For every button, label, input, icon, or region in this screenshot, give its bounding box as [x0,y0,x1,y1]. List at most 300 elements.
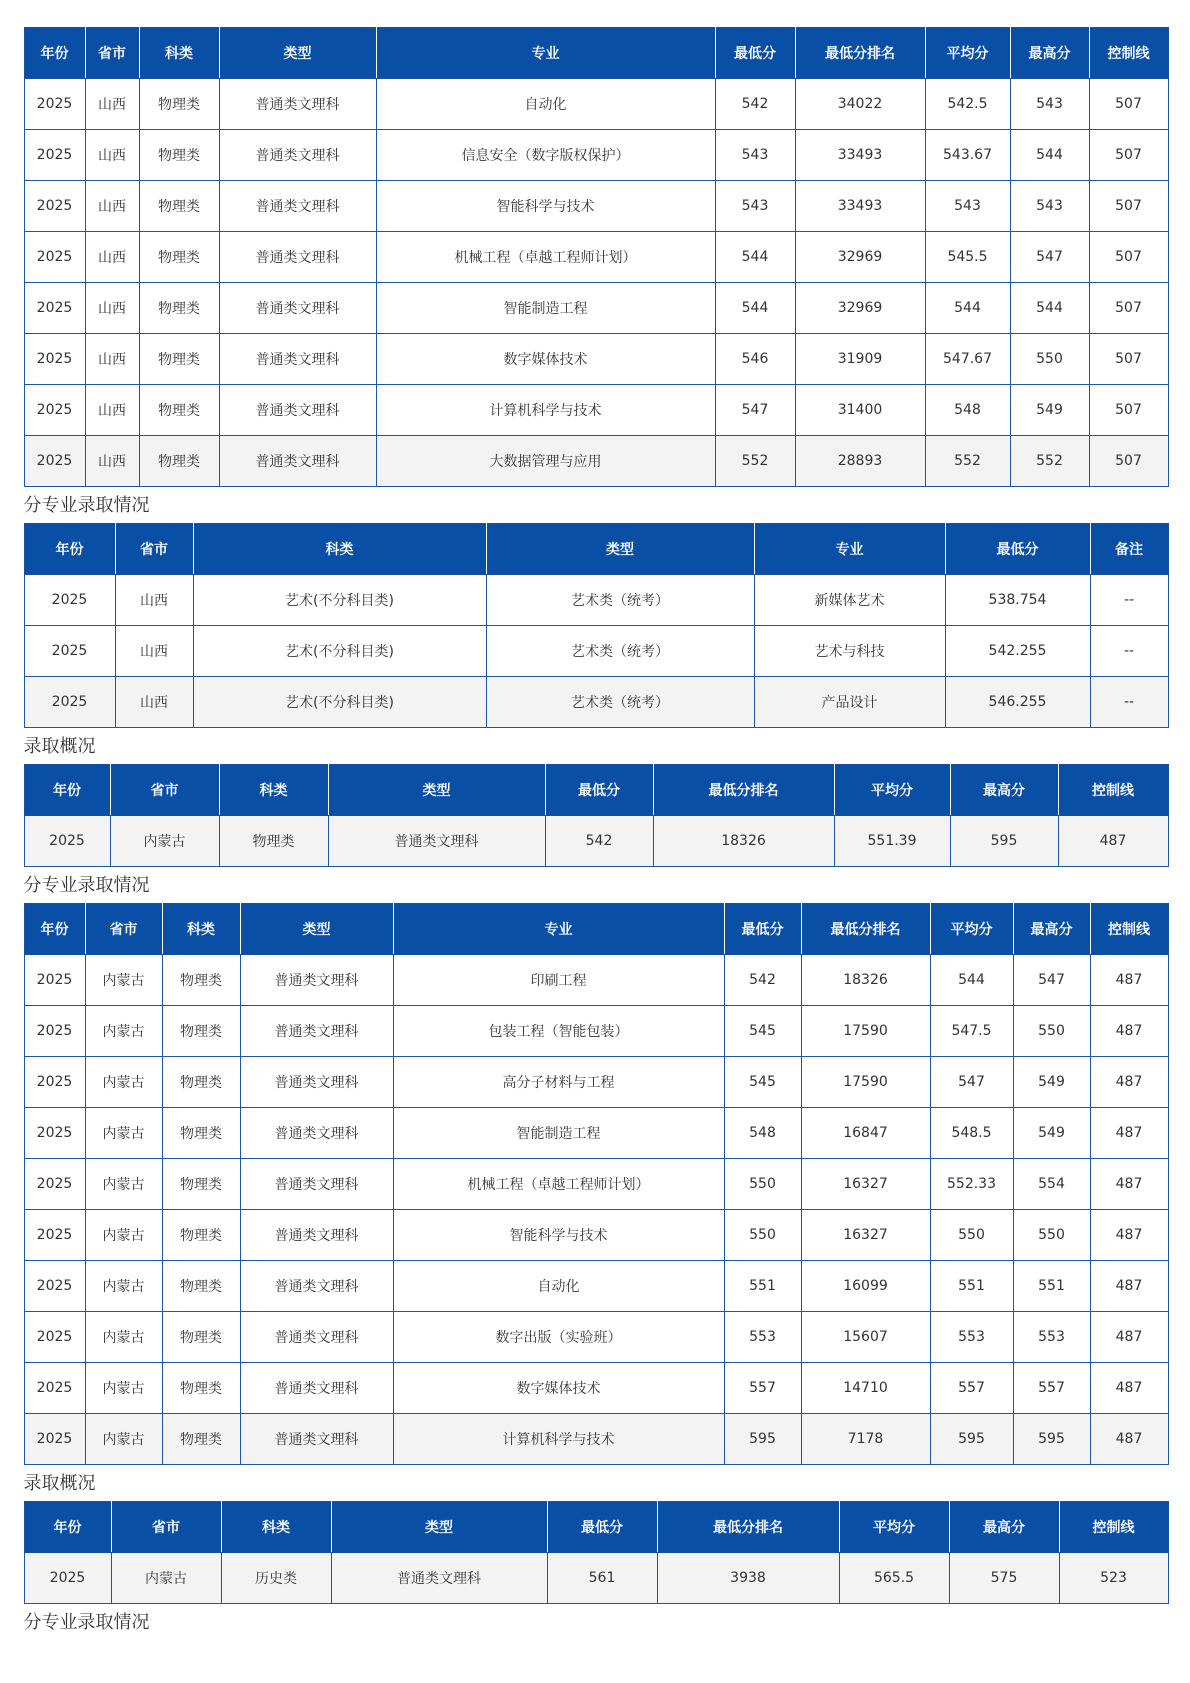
table-row [24,232,1168,283]
table-cell: 545 [724,1057,801,1108]
table-cell: 32969 [795,283,925,334]
table-cell: 557 [1013,1363,1090,1414]
column-header: 最低分排名 [801,904,930,955]
table-cell: 数字媒体技术 [376,334,715,385]
table-cell: 山西 [85,181,139,232]
column-header: 最低分 [545,765,653,816]
table-cell: 18326 [653,816,834,867]
table-cell: 575 [949,1553,1059,1604]
table-cell: 32969 [795,232,925,283]
table-cell: 印刷工程 [393,955,724,1006]
table-cell: 物理类 [162,1210,240,1261]
table-cell: 487 [1090,1006,1168,1057]
table-row [24,181,1168,232]
table-cell: 普通类文理科 [240,1108,393,1159]
table-cell: 普通类文理科 [219,334,376,385]
table-cell: 物理类 [162,1057,240,1108]
table-cell: 2025 [24,1108,85,1159]
section-title: 分专业录取情况 [23,495,150,516]
table-cell: 智能科学与技术 [376,181,715,232]
table-cell: 山西 [85,79,139,130]
table-cell: 2025 [24,334,85,385]
table-cell: 物理类 [139,283,219,334]
table-cell: 549 [1013,1057,1090,1108]
table-cell: 物理类 [139,385,219,436]
column-header: 最低分排名 [653,765,834,816]
table-cell: 艺术(不分科目类) [193,575,486,626]
table-cell: 智能制造工程 [393,1108,724,1159]
table-cell: 553 [1013,1312,1090,1363]
column-header: 省市 [85,904,162,955]
table-cell: 2025 [24,1553,111,1604]
table-cell: 2025 [24,1210,85,1261]
table-cell: 2025 [24,626,115,677]
table-cell: 2025 [24,79,85,130]
table-cell: 山西 [85,130,139,181]
table-row [24,1006,1168,1057]
table-cell: 物理类 [162,1363,240,1414]
table-cell: 普通类文理科 [219,385,376,436]
table-cell: 17590 [801,1057,930,1108]
table-cell: 523 [1059,1553,1168,1604]
table-cell: 550 [1013,1006,1090,1057]
table-cell: 智能制造工程 [376,283,715,334]
column-header: 专业 [754,524,945,575]
table-cell: 2025 [24,955,85,1006]
table-row [24,1553,1168,1604]
table-row [24,1057,1168,1108]
column-header: 年份 [24,524,115,575]
table-cell: 33493 [795,181,925,232]
table-cell: 549 [1010,385,1089,436]
table-cell: 2025 [24,575,115,626]
admission-content [24,27,1168,1640]
table-header-row [24,904,1168,955]
section-title: 录取概况 [23,736,96,757]
table-cell: 物理类 [139,232,219,283]
column-header: 最高分 [1013,904,1090,955]
table-cell: 552 [925,436,1010,487]
table-cell: 34022 [795,79,925,130]
table-row [24,955,1168,1006]
column-header: 控制线 [1089,28,1168,79]
table-cell: 2025 [24,1414,85,1465]
admission-table [24,523,1169,728]
table-cell: 557 [930,1363,1013,1414]
column-header: 省市 [115,524,193,575]
column-header: 备注 [1090,524,1168,575]
table-cell: 557 [724,1363,801,1414]
table-cell: 547 [1010,232,1089,283]
table-cell: 15607 [801,1312,930,1363]
column-header: 最低分 [724,904,801,955]
table-cell: 544 [1010,130,1089,181]
table-cell: 信息安全（数字版权保护） [376,130,715,181]
table-cell: 机械工程（卓越工程师计划） [376,232,715,283]
table-cell: 543 [1010,181,1089,232]
table-cell: 普通类文理科 [331,1553,547,1604]
table-cell: 物理类 [162,955,240,1006]
table-cell: 507 [1089,79,1168,130]
table-cell: 内蒙古 [85,1108,162,1159]
table-cell: 普通类文理科 [328,816,545,867]
table-cell: 艺术类（统考） [486,677,754,728]
section-title: 录取概况 [23,1473,96,1494]
table-cell: 2025 [24,1312,85,1363]
table-cell: 507 [1089,385,1168,436]
table-cell: 物理类 [139,79,219,130]
table-row [24,575,1168,626]
table-row [24,1108,1168,1159]
table-cell: 2025 [24,181,85,232]
table-cell: 包装工程（智能包装） [393,1006,724,1057]
table-cell: 487 [1090,1210,1168,1261]
table-cell: 普通类文理科 [240,1159,393,1210]
table-cell: 507 [1089,232,1168,283]
table-cell: 546.255 [945,677,1090,728]
table-cell: 547.5 [930,1006,1013,1057]
table-row [24,1312,1168,1363]
column-header: 平均分 [839,1502,949,1553]
table-cell: 16847 [801,1108,930,1159]
table-cell: 普通类文理科 [219,283,376,334]
table-cell: 550 [1010,334,1089,385]
table-cell: 542.255 [945,626,1090,677]
table-cell: 2025 [24,1261,85,1312]
table-cell: 内蒙古 [85,1414,162,1465]
table-cell: 552 [1010,436,1089,487]
table-cell: 487 [1090,955,1168,1006]
column-header: 控制线 [1059,1502,1168,1553]
column-header: 类型 [219,28,376,79]
table-cell: 544 [715,232,795,283]
table-cell: 物理类 [139,436,219,487]
table-cell: 561 [547,1553,657,1604]
table-cell: 7178 [801,1414,930,1465]
table-header-row [24,1502,1168,1553]
column-header: 科类 [219,765,328,816]
table-cell: 山西 [85,232,139,283]
admission-table [24,903,1169,1465]
table-row [24,816,1168,867]
table-cell: 内蒙古 [85,1210,162,1261]
table-cell: 487 [1090,1108,1168,1159]
table-cell: 普通类文理科 [240,955,393,1006]
table-cell: 内蒙古 [85,1159,162,1210]
column-header: 专业 [376,28,715,79]
table-cell: 艺术与科技 [754,626,945,677]
table-cell: 普通类文理科 [240,1414,393,1465]
table-cell: 538.754 [945,575,1090,626]
column-header: 专业 [393,904,724,955]
table-cell: 544 [715,283,795,334]
section-title: 分专业录取情况 [23,875,150,896]
table-row [24,626,1168,677]
table-cell: 内蒙古 [85,1312,162,1363]
table-row [24,385,1168,436]
table-cell: 普通类文理科 [240,1312,393,1363]
table-cell: 487 [1090,1414,1168,1465]
table-cell: 544 [1010,283,1089,334]
table-cell: 艺术(不分科目类) [193,626,486,677]
table-cell: 551.39 [834,816,950,867]
table-cell: 595 [724,1414,801,1465]
table-cell: 487 [1090,1159,1168,1210]
table-cell: 548 [724,1108,801,1159]
admission-table [24,27,1169,487]
table-cell: 550 [724,1210,801,1261]
column-header: 年份 [24,28,85,79]
table-cell: 543 [925,181,1010,232]
table-cell: 普通类文理科 [240,1363,393,1414]
table-cell: 普通类文理科 [219,130,376,181]
table-cell: 553 [724,1312,801,1363]
table-cell: 历史类 [221,1553,331,1604]
table-cell: 551 [724,1261,801,1312]
table-cell: 数字出版（实验班） [393,1312,724,1363]
table-cell: 新媒体艺术 [754,575,945,626]
column-header: 控制线 [1058,765,1168,816]
table-row [24,1261,1168,1312]
admission-table [24,1501,1169,1604]
table-cell: 物理类 [162,1261,240,1312]
table-cell: 16327 [801,1159,930,1210]
table-cell: 542 [724,955,801,1006]
table-cell: 普通类文理科 [219,181,376,232]
table-cell: 487 [1090,1261,1168,1312]
table-cell: 542 [545,816,653,867]
column-header: 最高分 [949,1502,1059,1553]
table-cell: 2025 [24,130,85,181]
table-row [24,79,1168,130]
table-cell: 16099 [801,1261,930,1312]
table-cell: 数字媒体技术 [393,1363,724,1414]
table-cell: 547 [1013,955,1090,1006]
column-header: 科类 [193,524,486,575]
table-cell: 物理类 [139,334,219,385]
column-header: 省市 [85,28,139,79]
table-cell: 552 [715,436,795,487]
column-header: 平均分 [925,28,1010,79]
table-cell: 山西 [115,626,193,677]
table-cell: 547 [930,1057,1013,1108]
table-cell: 550 [1013,1210,1090,1261]
table-row [24,677,1168,728]
table-row [24,1159,1168,1210]
table-cell: 595 [930,1414,1013,1465]
table-row [24,436,1168,487]
table-cell: 545 [724,1006,801,1057]
table-cell: 自动化 [376,79,715,130]
column-header: 平均分 [834,765,950,816]
table-row [24,283,1168,334]
table-cell: 普通类文理科 [240,1261,393,1312]
table-cell: 内蒙古 [111,1553,221,1604]
table-header-row [24,524,1168,575]
table-cell: 物理类 [162,1159,240,1210]
table-cell: 物理类 [162,1414,240,1465]
column-header: 年份 [24,1502,111,1553]
table-cell: 543 [715,181,795,232]
column-header: 科类 [221,1502,331,1553]
table-cell: -- [1090,677,1168,728]
table-cell: 507 [1089,130,1168,181]
table-cell: 595 [950,816,1058,867]
table-cell: 543.67 [925,130,1010,181]
table-cell: 548 [925,385,1010,436]
table-cell: 551 [1013,1261,1090,1312]
table-cell: 普通类文理科 [240,1210,393,1261]
table-cell: 2025 [24,677,115,728]
section-title: 分专业录取情况 [23,1612,150,1633]
table-cell: 大数据管理与应用 [376,436,715,487]
table-cell: 物理类 [162,1108,240,1159]
table-cell: 544 [930,955,1013,1006]
column-header: 最高分 [1010,28,1089,79]
column-header: 最低分排名 [657,1502,839,1553]
table-cell: 自动化 [393,1261,724,1312]
column-header: 控制线 [1090,904,1168,955]
table-cell: 山西 [85,385,139,436]
table-cell: -- [1090,575,1168,626]
table-row [24,1363,1168,1414]
table-cell: 山西 [115,677,193,728]
table-cell: 31909 [795,334,925,385]
table-cell: 548.5 [930,1108,1013,1159]
table-cell: 542.5 [925,79,1010,130]
column-header: 最低分 [715,28,795,79]
table-row [24,1414,1168,1465]
table-cell: 普通类文理科 [240,1057,393,1108]
admission-table [24,764,1169,867]
table-cell: 14710 [801,1363,930,1414]
table-cell: -- [1090,626,1168,677]
table-cell: 山西 [85,334,139,385]
table-cell: 33493 [795,130,925,181]
table-cell: 487 [1090,1363,1168,1414]
table-cell: 543 [715,130,795,181]
table-cell: 产品设计 [754,677,945,728]
table-cell: 内蒙古 [110,816,219,867]
table-cell: 545.5 [925,232,1010,283]
column-header: 年份 [24,765,110,816]
table-cell: 549 [1013,1108,1090,1159]
column-header: 类型 [331,1502,547,1553]
table-cell: 2025 [24,1057,85,1108]
table-cell: 物理类 [162,1006,240,1057]
table-cell: 普通类文理科 [219,232,376,283]
table-cell: 487 [1090,1057,1168,1108]
column-header: 最低分 [945,524,1090,575]
table-cell: 艺术(不分科目类) [193,677,486,728]
table-cell: 595 [1013,1414,1090,1465]
table-cell: 554 [1013,1159,1090,1210]
table-cell: 551 [930,1261,1013,1312]
table-cell: 高分子材料与工程 [393,1057,724,1108]
column-header: 类型 [328,765,545,816]
column-header: 最低分排名 [795,28,925,79]
column-header: 年份 [24,904,85,955]
table-cell: 物理类 [139,181,219,232]
table-cell: 487 [1090,1312,1168,1363]
table-cell: 565.5 [839,1553,949,1604]
table-cell: 物理类 [162,1312,240,1363]
table-cell: 内蒙古 [85,1261,162,1312]
table-cell: 550 [724,1159,801,1210]
column-header: 省市 [110,765,219,816]
table-cell: 机械工程（卓越工程师计划） [393,1159,724,1210]
table-cell: 552.33 [930,1159,1013,1210]
table-cell: 542 [715,79,795,130]
table-cell: 2025 [24,232,85,283]
table-cell: 550 [930,1210,1013,1261]
table-cell: 2025 [24,1159,85,1210]
table-cell: 普通类文理科 [240,1006,393,1057]
table-cell: 2025 [24,283,85,334]
table-cell: 507 [1089,436,1168,487]
table-cell: 31400 [795,385,925,436]
table-cell: 547 [715,385,795,436]
table-cell: 山西 [85,283,139,334]
table-cell: 507 [1089,283,1168,334]
table-cell: 内蒙古 [85,955,162,1006]
table-row [24,334,1168,385]
table-cell: 487 [1058,816,1168,867]
table-row [24,1210,1168,1261]
column-header: 类型 [486,524,754,575]
table-cell: 计算机科学与技术 [376,385,715,436]
table-cell: 普通类文理科 [219,79,376,130]
table-cell: 物理类 [219,816,328,867]
table-cell: 内蒙古 [85,1363,162,1414]
table-cell: 山西 [85,436,139,487]
table-cell: 17590 [801,1006,930,1057]
table-cell: 2025 [24,816,110,867]
table-cell: 547.67 [925,334,1010,385]
column-header: 省市 [111,1502,221,1553]
table-cell: 2025 [24,1363,85,1414]
table-header-row [24,765,1168,816]
table-cell: 物理类 [139,130,219,181]
table-cell: 2025 [24,385,85,436]
table-cell: 艺术类（统考） [486,575,754,626]
table-cell: 507 [1089,334,1168,385]
table-cell: 艺术类（统考） [486,626,754,677]
column-header: 科类 [162,904,240,955]
column-header: 最低分 [547,1502,657,1553]
table-cell: 18326 [801,955,930,1006]
table-cell: 507 [1089,181,1168,232]
table-row [24,130,1168,181]
column-header: 平均分 [930,904,1013,955]
table-cell: 543 [1010,79,1089,130]
table-cell: 内蒙古 [85,1006,162,1057]
table-cell: 16327 [801,1210,930,1261]
table-cell: 553 [930,1312,1013,1363]
table-cell: 544 [925,283,1010,334]
table-cell: 28893 [795,436,925,487]
table-cell: 内蒙古 [85,1057,162,1108]
table-cell: 智能科学与技术 [393,1210,724,1261]
table-cell: 计算机科学与技术 [393,1414,724,1465]
table-cell: 2025 [24,1006,85,1057]
table-header-row [24,28,1168,79]
column-header: 类型 [240,904,393,955]
column-header: 最高分 [950,765,1058,816]
table-cell: 546 [715,334,795,385]
column-header: 科类 [139,28,219,79]
table-cell: 普通类文理科 [219,436,376,487]
